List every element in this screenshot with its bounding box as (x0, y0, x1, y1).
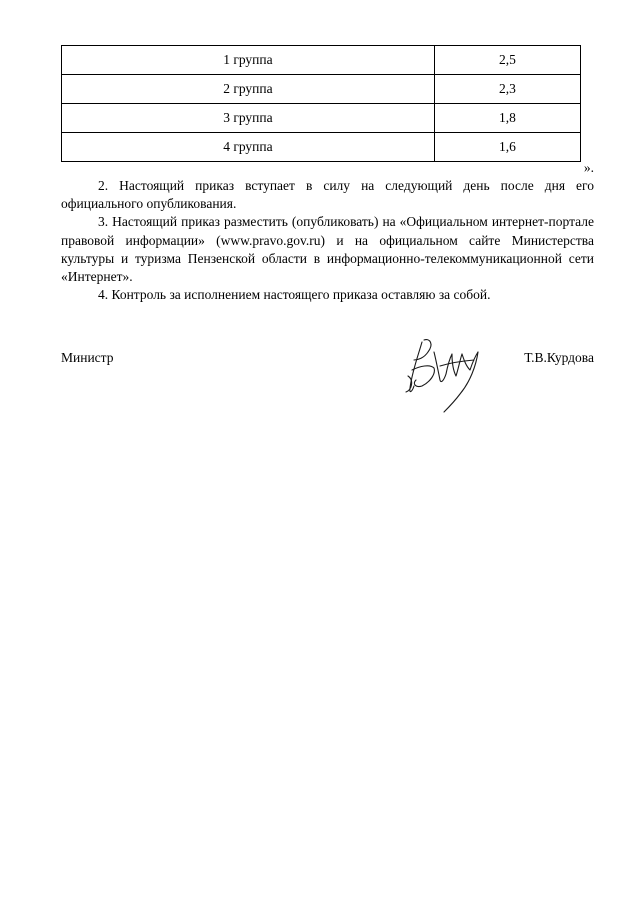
table-row (62, 75, 581, 104)
closing-quote: ». (583, 160, 594, 175)
group-name-cell: 3 группа (62, 104, 435, 133)
signatory-name: Т.В.Курдова (524, 350, 594, 365)
table-row (62, 133, 581, 162)
table-row (62, 46, 581, 75)
handwritten-signature (400, 330, 490, 415)
group-coefficients-table (61, 45, 581, 162)
signatory-position: Министр (61, 350, 114, 365)
group-name-cell: 4 группа (62, 133, 435, 162)
group-value-cell: 2,5 (434, 46, 580, 75)
order-body (61, 177, 594, 304)
group-value-cell: 1,8 (434, 104, 580, 133)
group-value-cell: 1,6 (434, 133, 580, 162)
paragraph-control: 4. Контроль за исполнением настоящего приказа оставляю за собой. (98, 287, 491, 303)
paragraph-effective-date: 2. Настоящий приказ вступает в силу на следующий день после дня его официального опубликования. (61, 178, 594, 212)
group-value-cell: 2,3 (434, 75, 580, 104)
paragraph-publication: 3. Настоящий приказ разместить (опубликовать) на «Официальном интернет-портале правовой информации» (www.pravo.gov.ru) и на официальном сайте Министерства культуры и туризма Пензенской области в информационно-телекоммуникационной сети «Интернет». (61, 214, 594, 285)
table-row (62, 104, 581, 133)
group-name-cell: 1 группа (62, 46, 435, 75)
group-name-cell: 2 группа (62, 75, 435, 104)
